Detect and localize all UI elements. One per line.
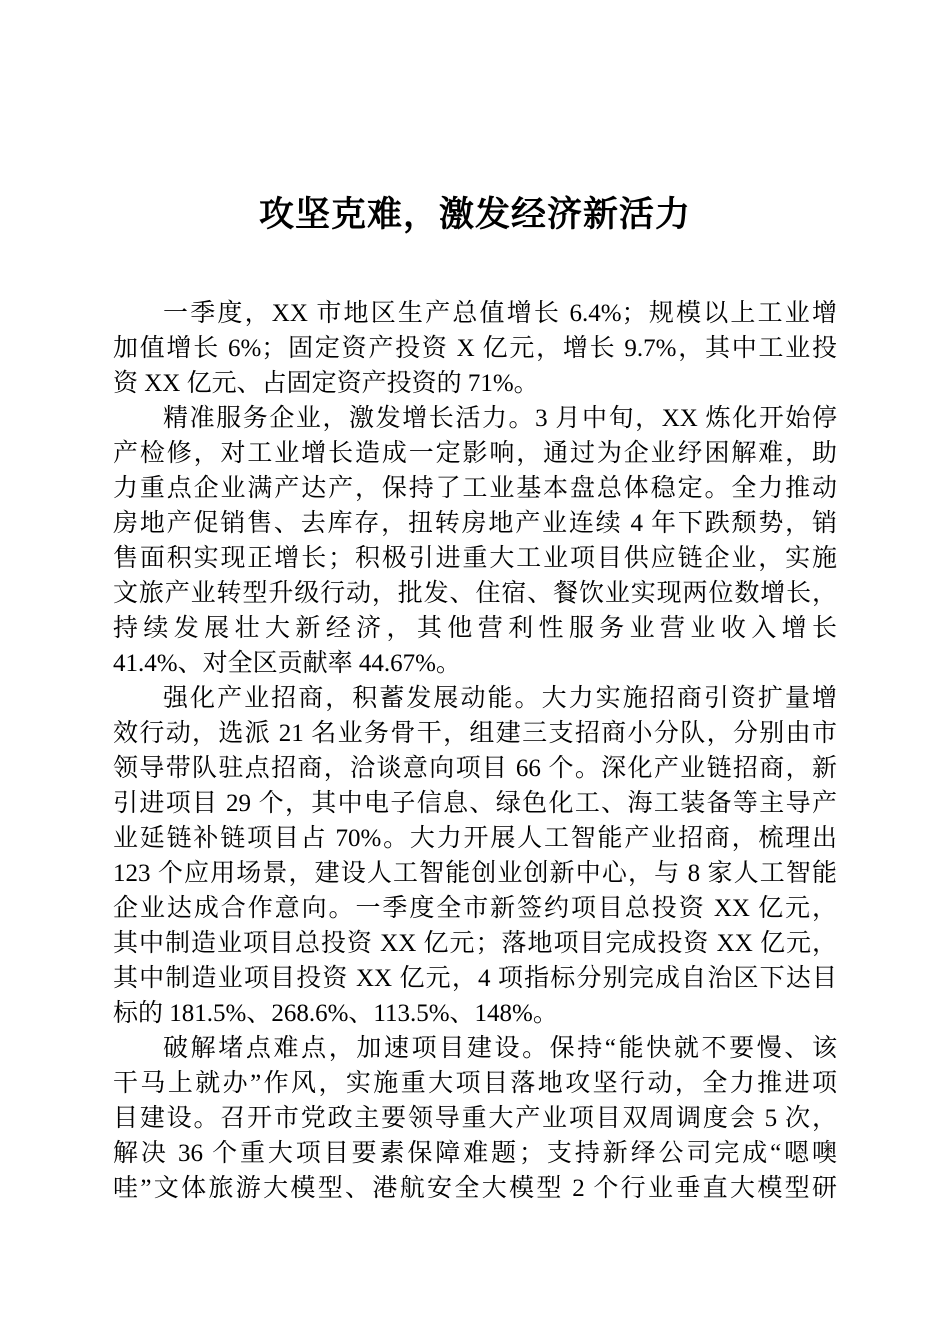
text-line: 引进项目 29 个，其中电子信息、绿色化工、海工装备等主导产 <box>113 790 837 817</box>
text-line: 加值增长 6%；固定资产投资 X 亿元，增长 9.7%，其中工业投 <box>113 335 837 362</box>
text-line: 一季度，XX 市地区生产总值增长 6.4%；规模以上工业增 <box>163 300 837 327</box>
text-line: 力重点企业满产达产，保持了工业基本盘总体稳定。全力推动 <box>113 475 837 502</box>
text-line: 干马上就办”作风，实施重大项目落地攻坚行动，全力推进项 <box>113 1070 837 1097</box>
text-line: 破解堵点难点，加速项目建设。保持“能快就不要慢、该 <box>163 1035 837 1062</box>
paragraph <box>113 296 837 401</box>
text-line: 文旅产业转型升级行动，批发、住宿、餐饮业实现两位数增长， <box>113 580 837 607</box>
text-line: 领导带队驻点招商，洽谈意向项目 66 个。深化产业链招商，新 <box>113 755 837 782</box>
text-line: 持续发展壮大新经济，其他营利性服务业营业收入增长 <box>113 615 837 642</box>
text-line: 41.4%、对全区贡献率 44.67%。 <box>113 650 461 677</box>
text-line: 哇”文体旅游大模型、港航安全大模型 2 个行业垂直大模型研 <box>113 1175 837 1202</box>
paragraph <box>113 681 837 1031</box>
text-line: 123 个应用场景，建设人工智能创业创新中心，与 8 家人工智能 <box>113 860 837 887</box>
text-line: 标的 181.5%、268.6%、113.5%、148%。 <box>113 1000 558 1027</box>
text-line: 精准服务企业，激发增长活力。3 月中旬，XX 炼化开始停 <box>163 405 837 432</box>
text-line: 其中制造业项目投资 XX 亿元，4 项指标分别完成自治区下达目 <box>113 965 837 992</box>
paragraph <box>113 1031 837 1206</box>
document-title: 攻坚克难，激发经济新活力 <box>258 195 691 234</box>
document-body <box>113 296 837 1206</box>
text-line: 解决 36 个重大项目要素保障难题；支持新绎公司完成“嗯噢 <box>113 1140 837 1167</box>
text-line: 资 XX 亿元、占固定资产投资的 71%。 <box>113 370 539 397</box>
paragraph <box>113 401 837 681</box>
text-line: 其中制造业项目总投资 XX 亿元；落地项目完成投资 XX 亿元， <box>113 930 837 957</box>
text-line: 效行动，选派 21 名业务骨干，组建三支招商小分队，分别由市 <box>113 720 837 747</box>
text-line: 目建设。召开市党政主要领导重大产业项目双周调度会 5 次， <box>113 1105 837 1132</box>
text-line: 售面积实现正增长；积极引进重大工业项目供应链企业，实施 <box>113 545 837 572</box>
text-line: 强化产业招商，积蓄发展动能。大力实施招商引资扩量增 <box>163 685 837 712</box>
text-line: 产检修，对工业增长造成一定影响，通过为企业纾困解难，助 <box>113 440 837 467</box>
text-line: 企业达成合作意向。一季度全市新签约项目总投资 XX 亿元， <box>113 895 837 922</box>
text-line: 房地产促销售、去库存，扭转房地产业连续 4 年下跌颓势，销 <box>113 510 837 537</box>
text-line: 业延链补链项目占 70%。大力开展人工智能产业招商，梳理出 <box>113 825 837 852</box>
